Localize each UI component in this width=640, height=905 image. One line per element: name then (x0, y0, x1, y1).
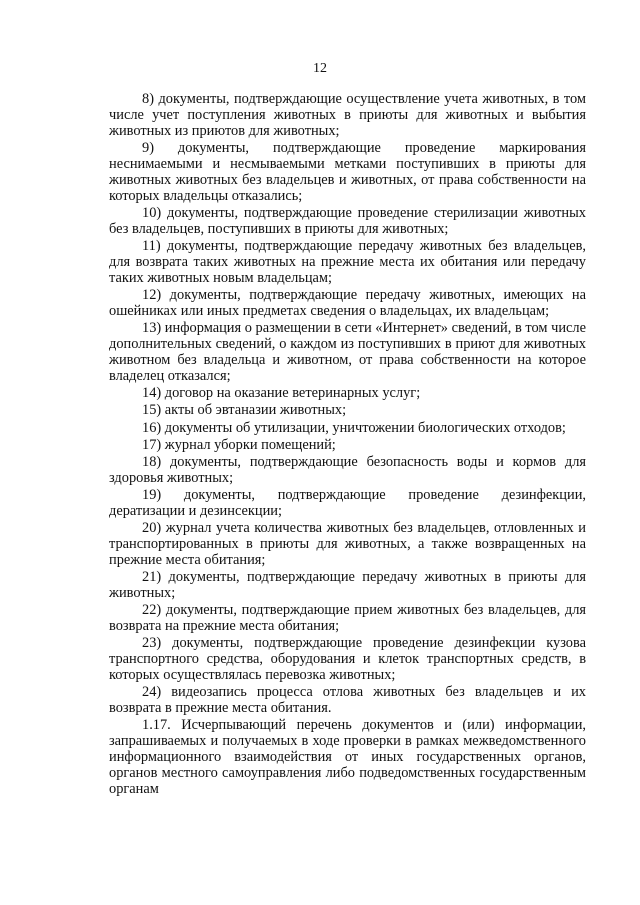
list-item-22: 22) документы, подтверждающие прием животных без владельцев, для возврата на прежние места обитания; (109, 602, 586, 635)
list-item-17: 17) журнал уборки помещений; (142, 436, 336, 453)
list-item-8: 8) документы, подтверждающие осуществление учета животных, в том числе учет поступления животных в приюты для животных и выбытия животных из приютов для животных; (109, 91, 586, 139)
list-item-15: 15) акты об эвтаназии животных; (142, 402, 347, 419)
list-item-14: 14) договор на оказание ветеринарных услуг; (142, 385, 421, 402)
list-item-19: 19) документы, подтверждающие проведение дезинфекции, дератизации и дезинсекции; (109, 487, 586, 519)
list-item-16: 16) документы об утилизации, уничтожении биологических отходов; (142, 419, 566, 436)
document-body (109, 92, 586, 799)
list-item-13: 13) информация о размещении в сети «Интернет» сведений, в том числе дополнительных сведений, о каждом из поступивших в приют для животных животном без владельца и животном, от права собственности на которое владелец отказался; (109, 320, 586, 384)
list-item-23: 23) документы, подтверждающие проведение дезинфекции кузова транспортного средства, оборудования и клеток транспортных средств, в которых осуществлялась перевозка животных; (109, 635, 586, 684)
section-1-17-paragraph: 1.17. Исчерпывающий перечень документов и (или) информации, запрашиваемых и получаемых в ходе проверки в рамках межведомственного информационного взаимодействия от иных государственных органов, органов местного самоуправления либо подведомственных государственным органам (109, 717, 586, 798)
list-item-20: 20) журнал учета количества животных без владельцев, отловленных и транспортированных в приюты для животных, а также возвращенных на прежние места обитания; (109, 520, 586, 568)
list-item-9: 9) документы, подтверждающие проведение маркирования неснимаемыми и несмываемыми метками поступивших в приюты для животных животных без владельцев и животных, от права собственности на которых владельцы отказались; (109, 140, 586, 204)
list-item-21: 21) документы, подтверждающие передачу животных в приюты для животных; (109, 569, 586, 602)
list-item-10: 10) документы, подтверждающие проведение стерилизации животных без владельцев, поступивших в приюты для животных; (109, 204, 586, 237)
list-item-12: 12) документы, подтверждающие передачу животных, имеющих на ошейниках или иных предметах сведения о владельцах, их владельцам; (109, 287, 586, 319)
list-item-18: 18) документы, подтверждающие безопасность воды и кормов для здоровья животных; (109, 453, 586, 486)
list-item-24: 24) видеозапись процесса отлова животных без владельцев и их возврата в прежние места обитания. (109, 684, 586, 717)
list-item-11: 11) документы, подтверждающие передачу животных без владельцев, для возврата таких животных на прежние места их обитания или передачу таких животных новым владельцам; (109, 238, 586, 286)
page-number: 12 (313, 61, 327, 76)
